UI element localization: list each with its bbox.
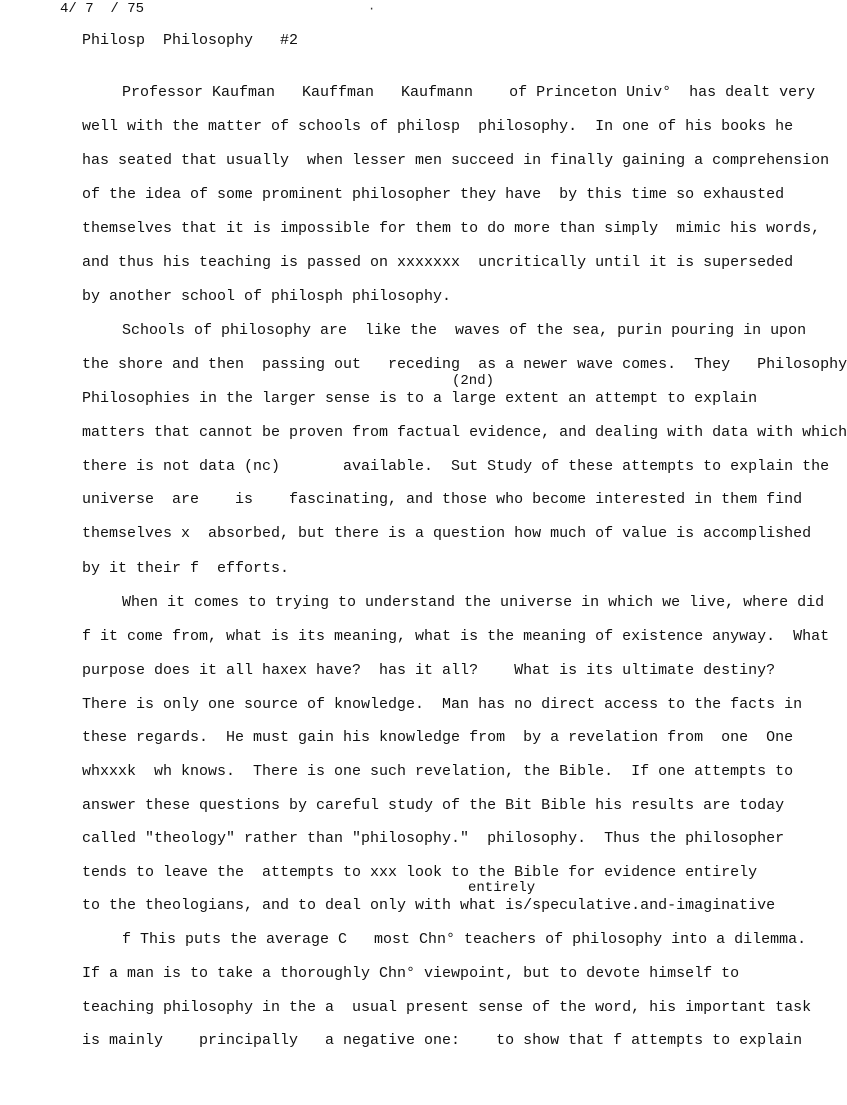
p4-line-4: is mainly principally a negative one: to show that f attempts to explain bbox=[82, 1032, 803, 1049]
p4-line-3: teaching philosophy in the a usual present sense of the word, his important task bbox=[82, 999, 812, 1016]
p3-line-5: these regards. He must gain his knowledge from by a revelation from one One bbox=[82, 729, 794, 746]
p2-line-4: matters that cannot be proven from factual evidence, and dealing with data with which bbox=[82, 424, 847, 441]
p2-insert: (2nd) bbox=[452, 373, 495, 389]
p2-line-2: the shore and then passing out receding as a newer wave comes. They Philosophy bbox=[82, 356, 847, 373]
page-title: Philosp Philosophy #2 bbox=[82, 32, 299, 49]
p3-line-2: f it come from, what is its meaning, what is the meaning of existence anyway. What bbox=[82, 628, 830, 645]
p3-line-1: When it comes to trying to understand the universe in which we live, where did bbox=[122, 594, 825, 611]
p1-line-1: Professor Kaufman Kauffman Kaufmann of Princeton Univ° has dealt very bbox=[122, 84, 816, 101]
p2-line-5: there is not data (nc) available. Sut Study of these attempts to explain the bbox=[82, 458, 830, 475]
p1-line-5: themselves that it is impossible for them to do more than simply mimic his words, bbox=[82, 220, 821, 237]
p4-line-2: If a man is to take a thoroughly Chn° viewpoint, but to devote himself to bbox=[82, 965, 740, 982]
margin-mark: · bbox=[368, 2, 376, 16]
page-date: 4/ 7 / 75 bbox=[60, 1, 145, 17]
p2-line-6: universe are is fascinating, and those who become interested in them find bbox=[82, 491, 803, 508]
p2-line-8: by it their f efforts. bbox=[82, 560, 290, 577]
p3-line-3: purpose does it all haxex have? has it all? What is its ultimate destiny? bbox=[82, 662, 776, 679]
p4-line-1: f This puts the average C most Chn° teachers of philosophy into a dilemma. bbox=[122, 931, 807, 948]
p2-line-7: themselves x absorbed, but there is a question how much of value is accomplished bbox=[82, 525, 812, 542]
p3-line-6: whxxxk wh knows. There is one such revelation, the Bible. If one attempts to bbox=[82, 763, 794, 780]
p1-line-7: by another school of philosph philosophy. bbox=[82, 288, 452, 305]
p1-line-4: of the idea of some prominent philosopher they have by this time so exhausted bbox=[82, 186, 785, 203]
p3-line-8: called "theology" rather than "philosophy." philosophy. Thus the philosopher bbox=[82, 830, 785, 847]
p3-line-9: tends to leave the attempts to xxx look to the Bible for evidence entirely bbox=[82, 864, 758, 881]
p3-line-4: There is only one source of knowledge. Man has no direct access to the facts in bbox=[82, 696, 803, 713]
p3-line-10: to the theologians, and to deal only with what is/speculative.and-imaginative bbox=[82, 897, 776, 914]
p3-line-7: answer these questions by careful study of the Bit Bible his results are today bbox=[82, 797, 785, 814]
p2-line-1: Schools of philosophy are like the waves of the sea, purin pouring in upon bbox=[122, 322, 807, 339]
p1-line-3: has seated that usually when lesser men succeed in finally gaining a comprehension bbox=[82, 152, 830, 169]
p1-line-2: well with the matter of schools of philosp philosophy. In one of his books he bbox=[82, 118, 794, 135]
p3-insert: entirely bbox=[468, 880, 536, 896]
p1-line-6: and thus his teaching is passed on xxxxxxx uncritically until it is superseded bbox=[82, 254, 794, 271]
p2-line-3: Philosophies in the larger sense is to a large extent an attempt to explain bbox=[82, 390, 758, 407]
